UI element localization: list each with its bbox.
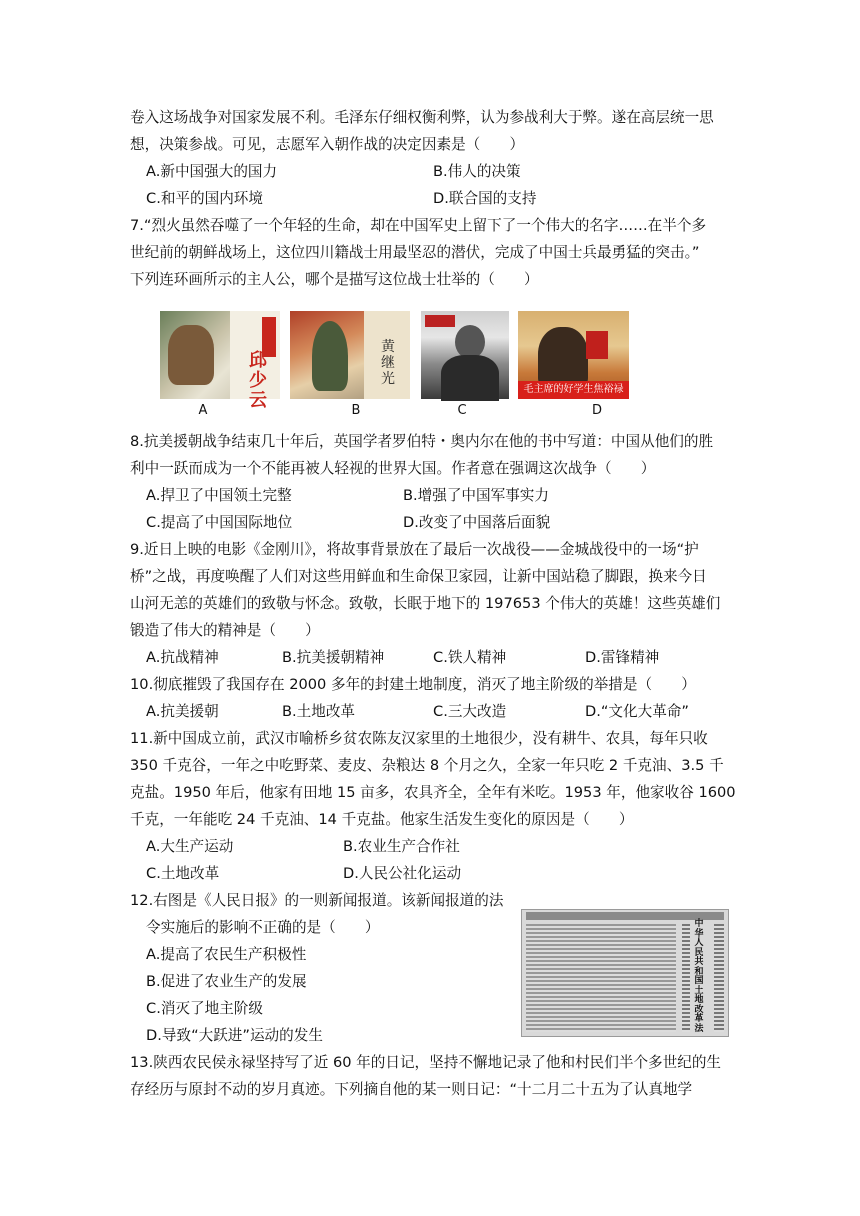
image-label-c: C [457, 403, 467, 418]
q11-option-b[interactable]: B.农业生产合作社 [343, 838, 460, 855]
newspaper-text-columns [526, 924, 676, 1032]
image-label-b: B [351, 403, 361, 418]
cover-title-b: 黄 继 光 [381, 339, 395, 387]
q6-text-line-1: 卷入这场战争对国家发展不利。毛泽东仔细权衡利弊，认为参战利大于弊。遂在高层统一思 [130, 109, 714, 126]
q11-text-line-1: 11.新中国成立前，武汉市喻桥乡贫农陈友汉家里的土地很少，没有耕牛、农具，每年只收 [130, 730, 708, 747]
q9-text-line-1: 9.近日上映的电影《金刚川》，将故事背景放在了最后一次战役——金城战役中的一场“护 [130, 541, 699, 558]
q8-text-line-2: 利中一跃而成为一个不能再被人轻视的世界大国。作者意在强调这次战争（ ） [130, 460, 656, 477]
q8-option-b[interactable]: B.增强了中国军事实力 [403, 487, 549, 504]
q11-option-c[interactable]: C.土地改革 [146, 865, 220, 882]
q9-option-d[interactable]: D.雷锋精神 [585, 649, 660, 666]
q10-option-d[interactable]: D.“文化大革命” [585, 703, 689, 720]
q12-option-d[interactable]: D.导致“大跃进”运动的发生 [146, 1027, 323, 1044]
q9-text-line-2: 桥”之战，再度唤醒了人们对这些用鲜血和生命保卫家园，让新中国站稳了脚跟，换来今日 [130, 568, 707, 585]
newspaper-column [714, 924, 724, 1032]
newspaper-clipping-image [521, 909, 729, 1037]
comic-cover-huang-jiguang-icon [290, 311, 410, 399]
portrait-body [441, 355, 499, 401]
image-label-a: A [198, 403, 208, 418]
q13-text-line-2: 存经历与原封不动的岁月真迹。下列摘自他的某一则日记：“十二月二十五为了认真地学 [130, 1081, 693, 1098]
cover-corner-mark [425, 315, 455, 327]
q7-text-line-1: 7.“烈火虽然吞噬了一个年轻的生命，却在中国军史上留下了一个伟大的名字……在半个多 [130, 217, 707, 234]
newspaper-headline: 中 华 人 民 共 和 国 土 地 改 革 法 [694, 919, 704, 1034]
q12-text-line-2: 令实施后的影响不正确的是（ ） [146, 919, 380, 936]
q10-text-line-1: 10.彻底摧毁了我国存在 2000 多年的封建土地制度，消灭了地主阶级的举措是（ ） [130, 676, 696, 693]
q12-option-b[interactable]: B.促进了农业生产的发展 [146, 973, 307, 990]
q8-option-c[interactable]: C.提高了中国国际地位 [146, 514, 293, 531]
q8-text-line-1: 8.抗美援朝战争结束几十年后，英国学者罗伯特・奥内尔在他的书中写道：中国从他们的胜 [130, 433, 714, 450]
cover-title-a: 邱 少 云 [249, 350, 267, 411]
q11-option-a[interactable]: A.大生产运动 [146, 838, 234, 855]
q11-text-line-2: 350 千克谷，一年之中吃野菜、麦皮、杂粮达 8 个月之久，全家一年只吃 2 千克油、3.5 千 [130, 757, 724, 774]
portrait-head [455, 325, 485, 359]
q12-text-line-1: 12.右图是《人民日报》的一则新闻报道。该新闻报道的法 [130, 892, 504, 909]
q9-text-line-4: 锻造了伟大的精神是（ ） [130, 622, 320, 639]
q11-text-line-4: 千克，一年能吃 24 千克油、14 千克盐。他家生活发生变化的原因是（ ） [130, 811, 634, 828]
q6-text-line-2: 想，决策参战。可见，志愿军入朝作战的决定因素是（ ） [130, 136, 525, 153]
q12-option-c[interactable]: C.消灭了地主阶级 [146, 1000, 263, 1017]
q10-option-c[interactable]: C.三大改造 [433, 703, 507, 720]
cover-title-d: 毛主席的好学生焦裕禄 [518, 381, 629, 399]
q6-option-a[interactable]: A.新中国强大的国力 [146, 163, 278, 180]
q13-text-line-1: 13.陕西农民侯永禄坚持写了近 60 年的日记，坚持不懈地记录了他和村民们半个多世纪的生 [130, 1054, 722, 1071]
q11-text-line-3: 克盐。1950 年后，他家有田地 15 亩多，农具齐全，全年有米吃。1953 年，他家收谷 1600 [130, 784, 736, 801]
q7-text-line-2: 世纪前的朝鲜战场上，这位四川籍战士用最坚忍的潜伏，完成了中国士兵最勇猛的突击。” [130, 244, 700, 261]
q11-option-d[interactable]: D.人民公社化运动 [343, 865, 462, 882]
image-label-d: D [591, 403, 602, 418]
q9-option-a[interactable]: A.抗战精神 [146, 649, 219, 666]
q8-option-a[interactable]: A.捍卫了中国领土完整 [146, 487, 292, 504]
comic-cover-lei-feng-icon [421, 311, 509, 399]
red-book-icon [586, 331, 608, 359]
soldier-figure [312, 321, 348, 391]
soldier-figure [168, 325, 214, 385]
q10-option-b[interactable]: B.土地改革 [282, 703, 356, 720]
q12-option-a[interactable]: A.提高了农民生产积极性 [146, 946, 307, 963]
comic-cover-qiu-shaoyun-icon [160, 311, 280, 411]
q9-option-b[interactable]: B.抗美援朝精神 [282, 649, 385, 666]
q9-option-c[interactable]: C.铁人精神 [433, 649, 507, 666]
q6-option-d[interactable]: D.联合国的支持 [433, 190, 537, 207]
q6-option-b[interactable]: B.伟人的决策 [433, 163, 521, 180]
q7-text-line-3: 下列连环画所示的主人公，哪个是描写这位战士壮举的（ ） [130, 271, 539, 288]
portrait-figure [538, 327, 588, 387]
comic-cover-jiao-yulu-icon [518, 311, 629, 399]
q8-option-d[interactable]: D.改变了中国落后面貌 [403, 514, 551, 531]
q10-option-a[interactable]: A.抗美援朝 [146, 703, 219, 720]
q6-option-c[interactable]: C.和平的国内环境 [146, 190, 263, 207]
q9-text-line-3: 山河无恙的英雄们的致敬与怀念。致敬，长眠于地下的 197653 个伟大的英雄！这些英雄们 [130, 595, 721, 612]
